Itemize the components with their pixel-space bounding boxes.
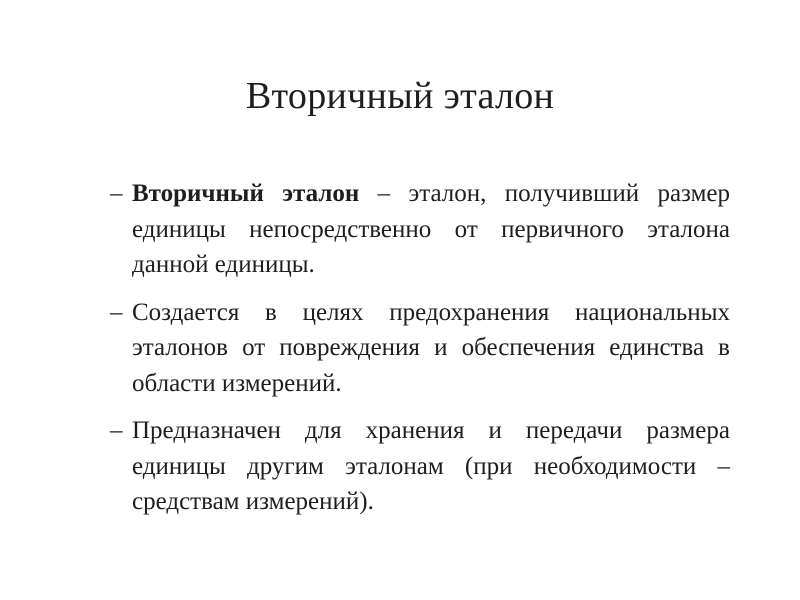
bullet-text: Создается в целях предохранения национальных эталонов от повреждения и обеспечения единства в области измерений.	[132, 298, 730, 397]
bullet-item-purpose	[110, 295, 730, 402]
bullet-text: – эталон, получивший размер единицы непосредственно от первичного эталона данной единицы.	[132, 180, 730, 278]
bullet-dash: –	[110, 298, 123, 326]
bullet-list	[110, 176, 730, 532]
slide-title: Вторичный эталон	[245, 75, 555, 117]
bullet-term: Вторичный эталон	[132, 180, 360, 207]
bullet-dash: –	[110, 417, 123, 444]
bullet-item-use	[110, 413, 730, 520]
bullet-text: Предназначен для хранения и передачи размера единицы другим эталонам (при необходимости – средствам измерений).	[132, 417, 730, 515]
bullet-dash: –	[110, 180, 123, 207]
bullet-item-definition	[110, 176, 730, 283]
